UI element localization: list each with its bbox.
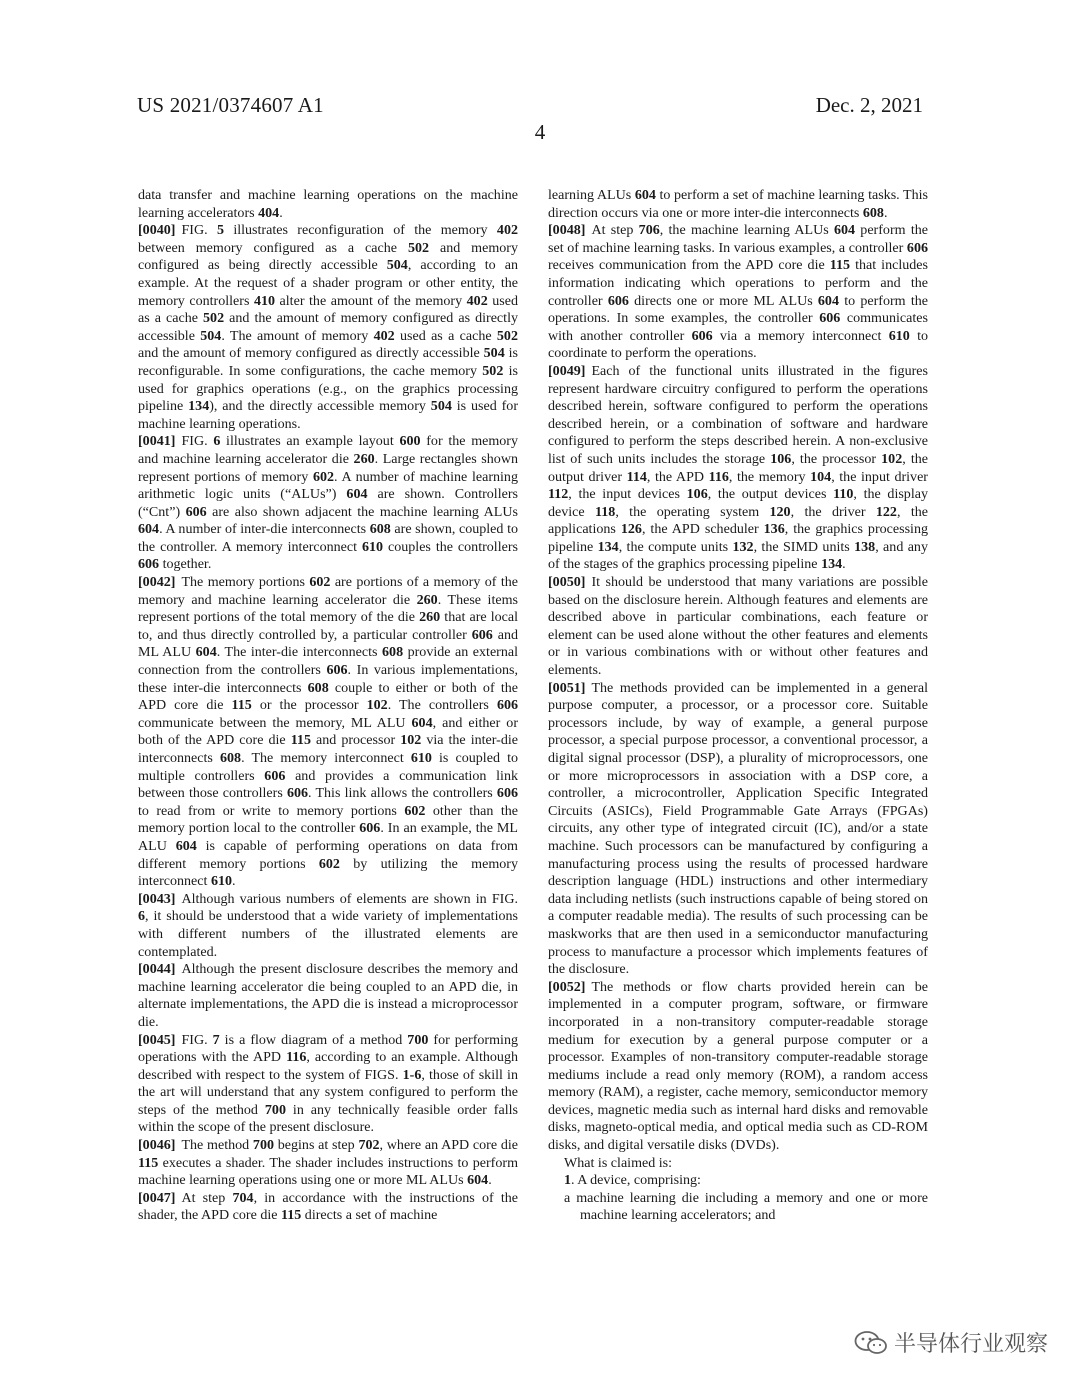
- right-paragraph: [548, 680, 928, 979]
- paragraph-text: The methods provided can be implemented in a general purpose computer, a processor, or a processor core. Suitable processors include, by way of example, a general purpose processor, a special purpose processor, a conventional processor, a digital signal processor (DSP), a plurality of microprocessors, one or more microprocessors in association with a DSP core, a controller, a microcontroller, Application Specific Integrated Circuits (ASICs), Field Programmable Gate Arrays (FPGAs) circuits, any other type of integrated circuit (IC), and/or a state machine. Such processors can be manufactured by configuring a manufacturing process using the results of processed hardware description language (HDL) instructions and other intermediary data including netlists (such instructions capable of being stored on a computer readable media). The results of such processing can be maskworks that are then used in a semiconductor manufacturing process to manufacture a processor which implements features of the disclosure.: [548, 679, 928, 978]
- paragraph-number: [0050]: [548, 574, 586, 591]
- publication-date: Dec. 2, 2021: [815, 93, 923, 117]
- left-paragraph: [138, 222, 518, 433]
- left-paragraph: [138, 1032, 518, 1138]
- paragraph-number: [0041]: [138, 433, 176, 450]
- right-paragraph: [548, 363, 928, 574]
- right-paragraph: [548, 574, 928, 680]
- paragraph-number: [0048]: [548, 222, 586, 239]
- paragraph-text: The memory portions 602 are portions of a memory of the memory and machine learning accelerator die 260. These items represent portions of the total memory of the die 260 that are local to, and thus directly controlled by, a particular controller 606 and ML ALU 604. The inter-die interconnects 608 provide an external connection from the controllers 606. In various implementations, these inter-die interconnects 608 couple to either or both of the APD core die 115 or the processor 102. The controllers 606 communicate between the memory, ML ALU 604, and either or both of the APD core die 115 and processor 102 via the inter-die interconnects 608. The memory interconnect 610 is coupled to multiple controllers 606 and provides a communication link between those controllers 606. This link allows the controllers 606 to read from or write to memory portions 602 other than the memory portion local to the controller 606. In an example, the ML ALU 604 is capable of performing operations on data from different memory portions 602 by utilizing the memory interconnect 610.: [138, 574, 519, 890]
- paragraph-text: learning ALUs 604 to perform a set of machine learning tasks. This direction occurs via one or more inter-die interconnects 608.: [548, 187, 928, 221]
- paragraph-text: FIG. 6 illustrates an example layout 600 for the memory and machine learning accelerator die 260. Large rectangles shown represent portions of memory 602. A number of machine learning arithmetic logic units (“ALUs”) 604 are shown. Controllers (“Cnt”) 606 are also shown adjacent the machine learning ALUs 604. A number of inter-die interconnects 608 are shown, coupled to the controller. A memory interconnect 610 couples the controllers 606 together.: [138, 433, 519, 573]
- paragraph-number: [0046]: [138, 1137, 176, 1154]
- left-paragraph: [138, 961, 518, 1031]
- publication-number: US 2021/0374607 A1: [137, 93, 324, 117]
- paragraph-text: FIG. 7 is a flow diagram of a method 700 for performing operations with the APD 116, according to an example. Although described with respect to the system of FIGS. 1-6, those of skill in the art will understand that any system configured to perform the steps of the method 700 in any technically feasible order falls within the scope of the present disclosure.: [138, 1031, 518, 1136]
- left-paragraph: [138, 1190, 518, 1225]
- left-paragraph: [138, 1137, 518, 1190]
- paragraph-text: data transfer and machine learning operations on the machine learning accelerators 404.: [138, 187, 518, 221]
- left-paragraph: [138, 574, 518, 891]
- claim-1-text: . A device, comprising:: [571, 1172, 701, 1189]
- left-paragraph: [138, 433, 518, 574]
- left-paragraph: [138, 891, 518, 961]
- paragraph-text: It should be understood that many variations are possible based on the disclosure herein. Although features and elements are described above in particular combinations, each feature or element can be used alone without the other features and elements or in various combinations with or without other features and elements.: [548, 574, 928, 679]
- claim-1-element: a machine learning die including a memory and one or more machine learning accelerators; and: [564, 1189, 928, 1224]
- right-paragraphs: [548, 187, 928, 1155]
- paragraph-number: [0044]: [138, 961, 176, 978]
- watermark: [854, 1327, 1048, 1358]
- right-text-column: [548, 187, 928, 1225]
- paragraph-number: [0047]: [138, 1189, 176, 1206]
- claim-1-heading: [548, 1172, 928, 1190]
- right-paragraph: [548, 222, 928, 363]
- paragraph-text: Although the present disclosure describes the memory and machine learning accelerator die being coupled to an APD die, in alternate implementations, the APD die is instead a microprocessor die.: [138, 961, 518, 1030]
- paragraph-text: Each of the functional units illustrated in the figures represent hardware circuitry configured to perform the operations described herein, software configured to perform the operations described herein, or a combination of software and hardware configured to perform the steps described herein. A non-exclusive list of such units includes the storage 106, the processor 102, the output driver 114, the APD 116, the memory 104, the input driver 112, the input devices 106, the output devices 110, the display device 118, the operating system 120, the driver 122, the applications 126, the APD scheduler 136, the graphics processing pipeline 134, the compute units 132, the SIMD units 138, and any of the stages of the graphics processing pipeline 134.: [548, 362, 928, 573]
- right-paragraph: [548, 979, 928, 1155]
- paragraph-text: At step 704, in accordance with the instructions of the shader, the APD core die 115 directs a set of machine: [138, 1189, 518, 1224]
- paragraph-number: [0051]: [548, 679, 586, 696]
- left-paragraph: [138, 187, 518, 222]
- left-text-column: [138, 187, 518, 1225]
- paragraph-number: [0052]: [548, 978, 586, 995]
- paragraph-number: [0040]: [138, 222, 176, 239]
- wechat-icon: [854, 1330, 888, 1356]
- paragraph-text: The method 700 begins at step 702, where an APD core die 115 executes a shader. The shader includes instructions to perform machine learning operations using one or more ML ALUs 604.: [138, 1137, 518, 1189]
- paragraph-text: At step 706, the machine learning ALUs 604 perform the set of machine learning tasks. In various examples, a controller 606 receives communication from the APD core die 115 that includes information indicating which operations to perform and the controller 606 directs one or more ML ALUs 604 to perform the operations. In some examples, the controller 606 communicates with another controller 606 via a memory interconnect 610 to coordinate to perform the operations.: [548, 222, 928, 362]
- paragraph-text: FIG. 5 illustrates reconfiguration of the memory 402 between memory configured as a cache 502 and memory configured as being directly accessible 504, according to an example. At the request of a shader program or other entity, the memory controllers 410 alter the amount of the memory 402 used as a cache 502 and the amount of memory configured as directly accessible 504. The amount of memory 402 used as a cache 502 and the amount of memory configured as directly accessible 504 is reconfigurable. In some configurations, the cache memory 502 is used for graphics operations (e.g., on the graphics processing pipeline 134), and the directly accessible memory 504 is used for machine learning operations.: [138, 222, 519, 432]
- paragraph-text: The methods or flow charts provided herein can be implemented in a computer program, software, or firmware incorporated in a non-transitory computer-readable storage medium for execution by a general purpose computer or a processor. Examples of non-transitory computer-readable storage mediums include a read only memory (ROM), a random access memory (RAM), a register, cache memory, semiconductor memory devices, magnetic media such as internal hard disks and removable disks, magneto-optical media, and optical media such as CD-ROM disks, and digital versatile disks (DVDs).: [548, 978, 928, 1154]
- right-paragraph: [548, 187, 928, 222]
- paragraph-text: Although various numbers of elements are shown in FIG. 6, it should be understood that a wide variety of implementations with different numbers of the illustrated elements are contemplated.: [138, 890, 518, 960]
- watermark-text: 半导体行业观察: [893, 1332, 1048, 1357]
- page-number: 4: [534, 120, 546, 144]
- paragraph-number: [0042]: [138, 574, 176, 591]
- paragraph-number: [0049]: [548, 362, 586, 379]
- claims-intro: What is claimed is:: [564, 1154, 673, 1171]
- claim-number: 1: [564, 1172, 572, 1189]
- paragraph-number: [0043]: [138, 890, 176, 907]
- paragraph-number: [0045]: [138, 1031, 176, 1048]
